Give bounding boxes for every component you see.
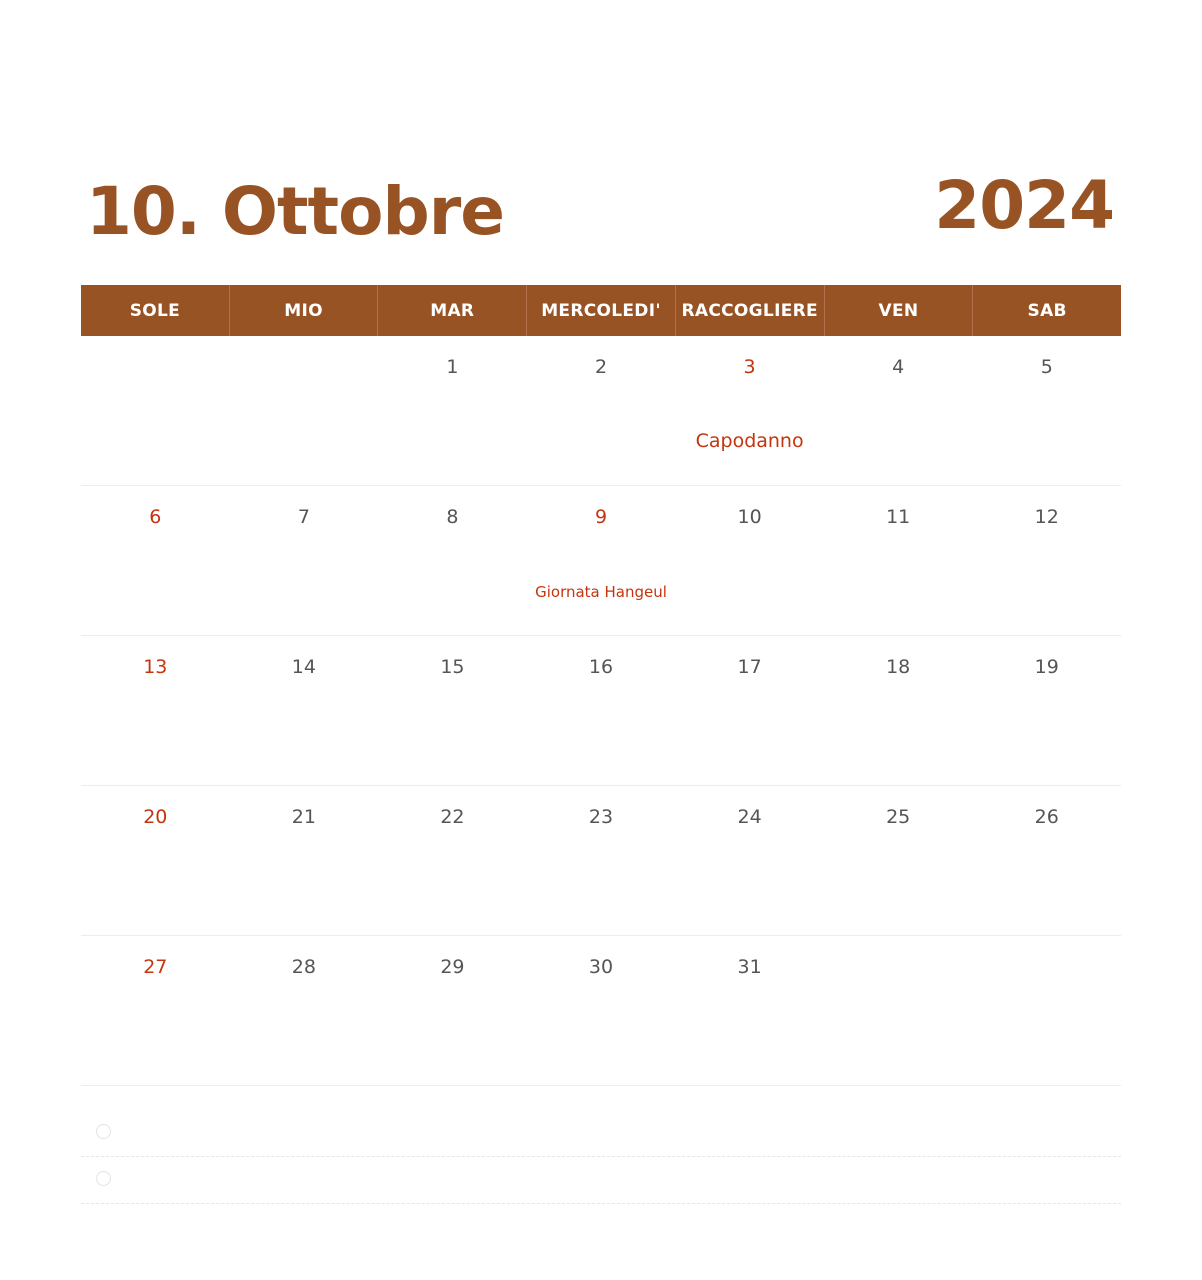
day-number: 28 [291,956,316,978]
day-number: 26 [1034,806,1059,828]
year-title: 2024 [934,167,1114,244]
day-cell[interactable] [527,336,676,485]
day-number: 6 [149,506,162,528]
day-number: 17 [737,656,762,678]
day-cell[interactable] [378,486,527,635]
weekday-header-cell: MIO [230,285,379,336]
note-line[interactable] [81,1110,1121,1157]
calendar-grid [81,336,1121,1086]
day-number: 11 [886,506,911,528]
weekday-header-cell: MERCOLEDI' [527,285,676,336]
day-number: 12 [1034,506,1059,528]
day-cell[interactable] [81,636,230,785]
day-number: 25 [886,806,911,828]
day-cell[interactable] [527,786,676,935]
weekday-header-cell: SAB [1027,300,1067,321]
day-cell[interactable] [527,636,676,785]
week-row [81,786,1121,936]
day-number: 5 [1040,356,1053,378]
day-number: 15 [440,656,465,678]
day-number: 3 [743,356,756,378]
day-number: 24 [737,806,762,828]
day-number: 29 [440,956,465,978]
day-cell[interactable] [675,636,824,785]
day-cell[interactable] [824,336,973,485]
day-cell[interactable] [378,936,527,1085]
weekday-header-cell: VEN [825,285,974,336]
day-number: 2 [594,356,608,378]
day-cell[interactable] [972,336,1121,485]
day-cell[interactable] [81,936,230,1085]
circle-bullet-icon [96,1124,111,1139]
day-cell[interactable] [824,786,973,935]
day-cell [81,336,230,485]
week-row [81,486,1121,636]
day-cell [824,936,973,1085]
day-cell[interactable] [378,786,527,935]
day-number: 10 [737,506,762,528]
day-number: 23 [588,806,614,828]
day-cell[interactable] [824,486,973,635]
day-number: 8 [446,506,459,528]
day-number: 14 [291,656,316,678]
holiday-label: Giornata Hangeul [535,583,667,601]
weekday-header [81,285,1121,336]
holiday-label: Capodanno [695,430,804,452]
day-cell [972,936,1121,1085]
day-cell[interactable] [675,336,824,485]
notes-section [81,1110,1121,1204]
day-cell[interactable] [230,936,379,1085]
day-cell[interactable] [675,486,824,635]
day-cell[interactable] [81,786,230,935]
circle-bullet-icon [96,1171,111,1186]
day-number: 13 [143,656,168,678]
day-cell[interactable] [378,636,527,785]
day-number: 9 [594,506,608,528]
day-cell [230,336,379,485]
day-cell[interactable] [230,786,379,935]
day-cell[interactable] [972,636,1121,785]
day-cell[interactable] [824,636,973,785]
day-cell[interactable] [675,936,824,1085]
week-row [81,336,1121,486]
day-cell[interactable] [972,786,1121,935]
day-cell[interactable] [972,486,1121,635]
day-number: 27 [143,956,168,978]
week-row [81,936,1121,1086]
day-cell[interactable] [81,486,230,635]
month-title: 10. Ottobre [86,173,504,250]
day-number: 7 [297,506,310,528]
day-number: 19 [1034,656,1059,678]
day-number: 20 [143,806,168,828]
day-number: 21 [291,806,316,828]
day-number: 16 [588,656,614,678]
day-cell[interactable] [527,936,676,1085]
day-cell[interactable] [230,636,379,785]
day-number: 31 [737,956,762,978]
day-number: 18 [886,656,911,678]
day-number: 4 [892,356,905,378]
day-cell[interactable] [675,786,824,935]
weekday-header-cell: RACCOGLIERE [676,285,825,336]
weekday-header-cell: MAR [378,285,527,336]
week-row [81,636,1121,786]
weekday-header-cell: SOLE [81,285,230,336]
day-number: 1 [446,356,459,378]
day-cell[interactable] [230,486,379,635]
day-cell[interactable] [527,486,676,635]
day-number: 30 [588,956,614,978]
day-number: 22 [440,806,465,828]
note-line[interactable] [81,1157,1121,1204]
day-cell[interactable] [378,336,527,485]
